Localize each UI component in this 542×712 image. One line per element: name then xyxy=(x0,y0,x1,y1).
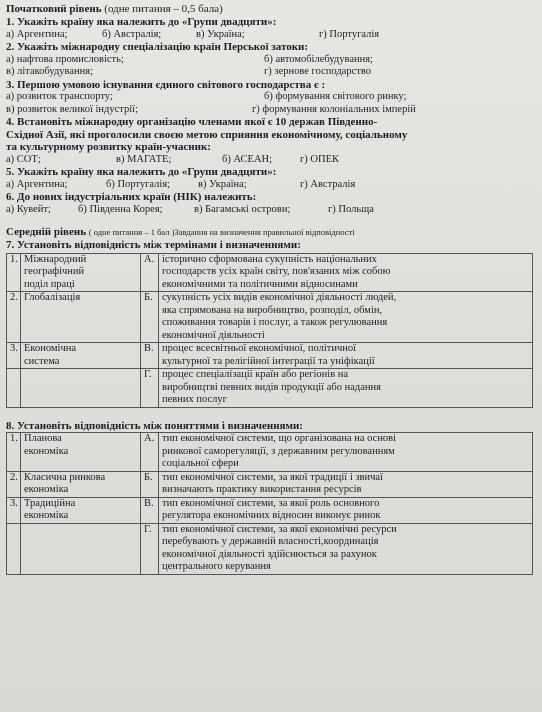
answer-option: в) літакобудування; xyxy=(6,66,94,77)
definition-text: тип економічної системи, за якої традиції і звичаї визначають практику використання ресурсів xyxy=(159,471,533,497)
empty-cell xyxy=(21,369,141,408)
question-6: 6. До нових індустріальних країн (НІК) належить: xyxy=(6,191,257,203)
answer-option: в) розвиток великої індустрії; xyxy=(6,103,139,115)
question-3-options-row1 xyxy=(6,91,534,104)
definition-letter: А. xyxy=(141,433,159,472)
definition-letter: Б. xyxy=(141,471,159,497)
term-number: 1. xyxy=(7,433,21,472)
term-text: Економічна система xyxy=(21,343,141,369)
empty-cell xyxy=(7,523,21,574)
question-4-line-3: та культурному розвитку країн-учасник: xyxy=(6,141,211,153)
answer-option: а) Аргентина; xyxy=(6,178,68,190)
question-8: 8. Установіть відповідність між поняттями і визначеннями: xyxy=(6,419,303,432)
answer-option: б) формування світового ринку; xyxy=(264,91,407,102)
matching-table-8 xyxy=(6,432,533,575)
answer-option: б) Австралія; xyxy=(102,28,162,40)
answer-option: г) зернове господарство xyxy=(264,66,371,77)
answer-option: в) Багамські острови; xyxy=(194,203,291,215)
answer-option: а) Кувейт; xyxy=(6,203,51,215)
question-4-line-2: Східної Азії, які проголосили своєю метою сприяння економічному, соціальному xyxy=(6,128,408,141)
term-text: Глобалізація xyxy=(21,292,141,343)
empty-cell xyxy=(21,523,141,574)
definition-letter: В. xyxy=(141,497,159,523)
answer-option: г) Португалія xyxy=(319,28,380,40)
definition-letter: В. xyxy=(141,343,159,369)
question-3-options-row2 xyxy=(6,104,534,117)
question-1-options xyxy=(6,29,534,42)
definition-letter: А. xyxy=(141,253,159,292)
definition-letter: Г. xyxy=(141,369,159,408)
question-1: 1. Укажіть країну яка належить до «Групи двадцяти»: xyxy=(6,16,277,28)
answer-option: б) автомобілебудування; xyxy=(264,53,373,65)
term-number: 1. xyxy=(7,253,21,292)
definition-letter: Г. xyxy=(141,523,159,574)
definition-text: сукупність усіх видів економічної діяльності людей, яка спрямована на виробництво, розподіл, обмін, споживання товарів і послуг, а також регулювання економічної діяльності xyxy=(159,292,533,343)
question-4-line-1: 4. Встановіть міжнародну організацію членами якої є 10 держав Південно- xyxy=(6,116,378,128)
question-2-options-row1 xyxy=(6,54,534,67)
definition-letter: Б. xyxy=(141,292,159,343)
term-number: 2. xyxy=(7,471,21,497)
basic-level-heading: Початковий рівень (одне питання – 0,5 бала) xyxy=(6,3,223,15)
matching-table-7 xyxy=(6,253,533,408)
term-number: 3. xyxy=(7,497,21,523)
answer-option: г) Польща xyxy=(328,203,374,215)
question-2: 2. Укажіть міжнародну спеціалізацію країн Перської затоки: xyxy=(6,41,309,53)
answer-option: а) СОТ; xyxy=(6,153,41,165)
answer-option: в) МАГАТЕ; xyxy=(116,153,172,165)
definition-text: тип економічної системи, що організована на основі ринкової саморегуляції, з державним регулюванням соціальної сфери xyxy=(159,433,533,472)
answer-option: г) Австралія xyxy=(300,178,356,190)
term-text: Традиційна економіка xyxy=(21,497,141,523)
answer-option: г) ОПЕК xyxy=(300,153,340,165)
definition-text: тип економічної системи, за якої роль основного регулятора економічних відносин виконує ринок xyxy=(159,497,533,523)
term-text: Міжнародний географічний поділ праці xyxy=(21,253,141,292)
middle-level-heading: Середній рівень ( одне питання – 1 бал )Завдання на визначення правильної відповідності xyxy=(6,226,355,238)
definition-text: історично сформована сукупність національних господарств усіх країн світу, пов'язаних між собою економічними та політичними відносинами xyxy=(159,253,533,292)
term-text: Планова економіка xyxy=(21,433,141,472)
answer-option: в) Україна; xyxy=(198,178,247,190)
answer-option: б) Португалія; xyxy=(106,178,171,190)
answer-option: б) АСЕАН; xyxy=(222,153,273,165)
answer-option: б) Південна Корея; xyxy=(78,203,163,215)
answer-option: в) Україна; xyxy=(196,28,245,40)
question-6-options xyxy=(6,204,534,217)
question-2-options-row2 xyxy=(6,66,534,79)
question-5-options xyxy=(6,179,534,192)
definition-text: тип економічної системи, за якої економічні ресурси перебувають у державній власності,координація економічної діяльності здійснюється за рахунок центрального керування xyxy=(159,523,533,574)
term-text: Класична ринкова економіка xyxy=(21,471,141,497)
term-number: 3. xyxy=(7,343,21,369)
question-4-options xyxy=(6,154,534,167)
question-5: 5. Укажіть країну яка належить до «Групи двадцяти»: xyxy=(6,166,277,178)
answer-option: а) розвиток транспорту; xyxy=(6,91,113,102)
question-3: 3. Першою умовою існування єдиного світового господарства є : xyxy=(6,78,326,91)
answer-option: а) Аргентина; xyxy=(6,28,68,40)
question-7: 7. Установіть відповідність між термінами і визначеннями: xyxy=(6,239,301,251)
term-number: 2. xyxy=(7,292,21,343)
answer-option: г) формування колоніальних імперій xyxy=(252,103,416,115)
answer-option: а) нафтова промисловість; xyxy=(6,53,124,65)
empty-cell xyxy=(7,369,21,408)
definition-text: процес спеціалізації країн або регіонів на виробництві певних видів продукції або надання певних послуг xyxy=(159,369,533,408)
definition-text: процес всесвітньої економічної, політичної культурної та релігійної інтеграції та уніфікації xyxy=(159,343,533,369)
